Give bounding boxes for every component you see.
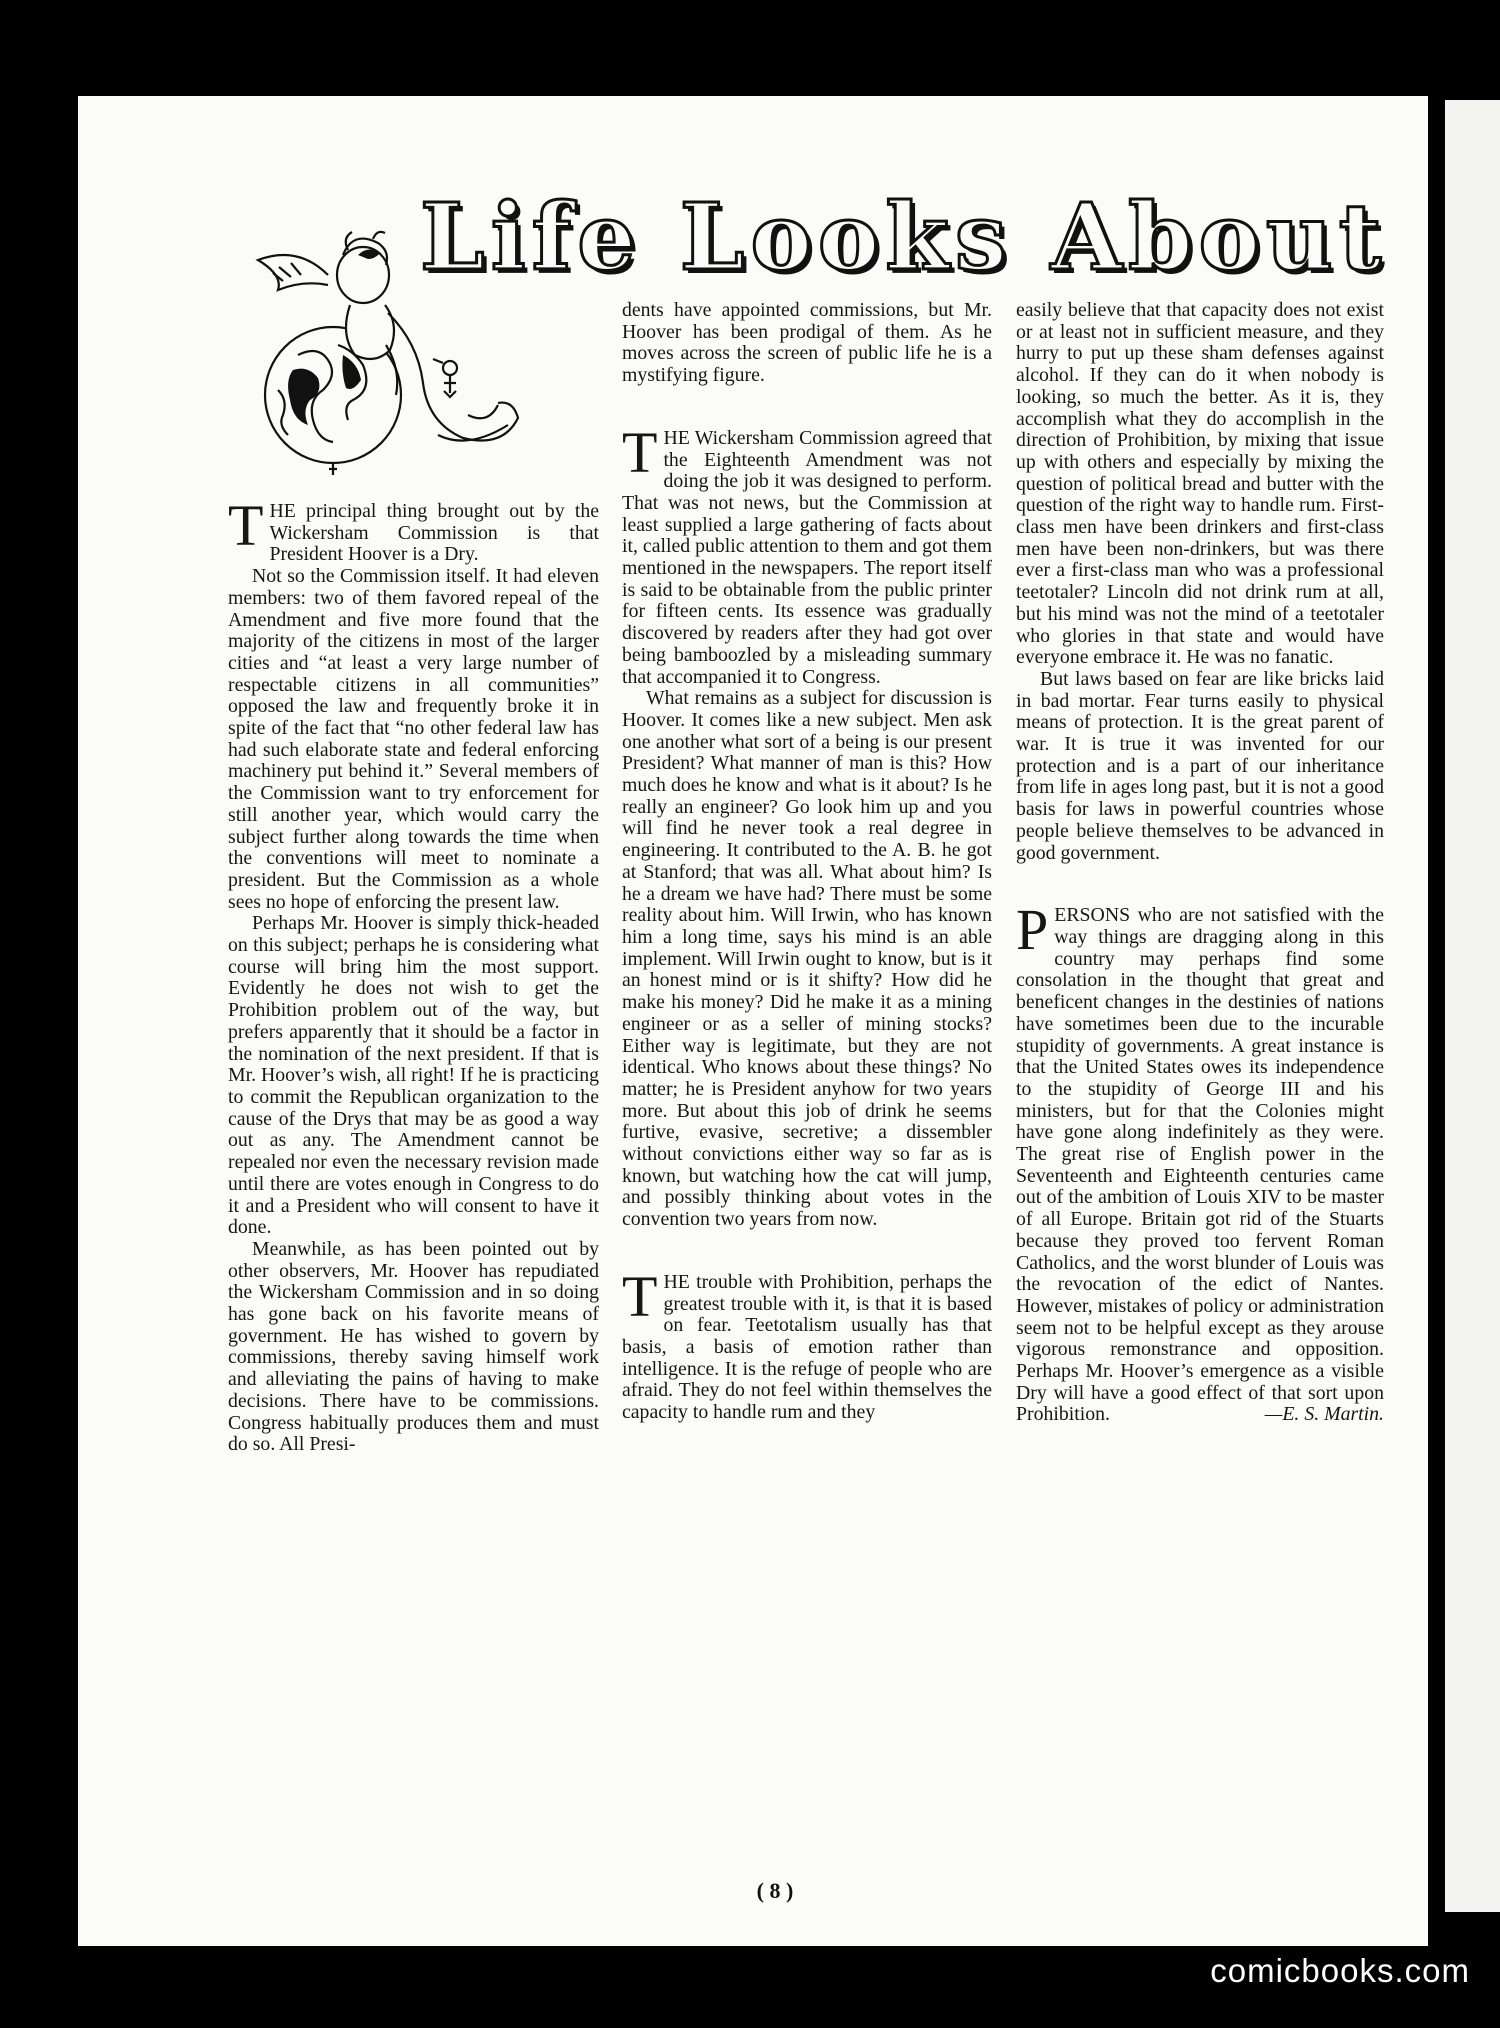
paragraph (622, 1263, 992, 1424)
watermark: comicbooks.com (1210, 1952, 1470, 1989)
paragraph (1016, 897, 1384, 1426)
article-column-1 (228, 493, 600, 1456)
paragraph: Not so the Commission itself. It had eleven members: two of them favored repeal of the Amendment and five more found that the majority of the citizens in most of the larger cities and “at least a very large number of respectable citizens in all communities” opposed the law and frequently broke it in spite of the fact that “no other federal law has had such elaborate state and federal enforcing machinery put behind it.” Several members of the Commission want to try enforcement for still another year, which would carry the subject further along towards the time when the conventions will meet to nominate a president. But the Commission as a whole sees no hope of enforcing the present law. (228, 565, 599, 913)
author-signature: —E. S. Martin. (1264, 1403, 1384, 1426)
page-number: ( 8 ) (756, 1878, 794, 1903)
paragraph: Perhaps Mr. Hoover is simply thick-headed on this subject; perhaps he is considering what course will bring him the most support. Evidently he does not wish to get the Prohibition problem out of the way, but prefers apparently that it should be a factor in the nomination of the next president. If that is Mr. Hoover’s wish, all right! If he is practicing to commit the Republican organization to the cause of the Drys that may be as good a way out as any. The Amendment cannot be repealed nor even the necessary revision made until there are votes enough in Congress to do it and a President who will consent to have it done. (228, 912, 600, 1239)
paragraph: But laws based on fear are like bricks laid in bad mortar. Fear turns easily to physical means of protection. It is the great parent of war. It is true it was invented for our protection and is a part of our inheritance from life in ages long past, but it is not a good basis for laws in powerful countries whose people believe themselves to be advanced in good government. (1016, 667, 1384, 864)
paragraph-text: HE Wickersham Commission agreed that the Eighteenth Amendment was not doing the job it was designed to perform. That was not news, but the Commission at least supplied a large gathering of facts about it, called public attention to them and got them mentioned in the newspapers. The report itself is said to be obtainable from the public printer for fifteen cents. Its essence was gradually discovered by readers after they had got over being bamboozled by a misleading summary that accompanied it to Congress. (622, 426, 992, 688)
article-column-2 (622, 300, 992, 1424)
page-title: Life Looks About (420, 183, 1388, 291)
drop-cap: T (622, 419, 658, 485)
paragraph (622, 419, 992, 688)
article-column-3 (1016, 300, 1384, 1426)
drop-cap: P (1016, 897, 1049, 963)
drop-cap: T (622, 1263, 658, 1329)
paragraph: Meanwhile, as has been pointed out by other observers, Mr. Hoover has repudiated the Wickersham Commission and in so doing has gone back on his favorite means of government. He has wished to govern by commissions, thereby saving himself work and alleviating the pains of having to make decisions. There have to be commissions. Congress habitually produces them and must do so. All Presi- (228, 1237, 599, 1456)
cherub-on-globe-illustration (238, 195, 538, 480)
paragraph-text: HE principal thing brought out by the Wickersham Commission is that President Hoover is a Dry. (269, 500, 599, 566)
facing-page-edge (1445, 100, 1500, 1912)
drop-cap: T (228, 493, 264, 558)
paragraph-text: ERSONS who are not satisfied with the way things are dragging along in this country may perhaps find some consolation in the thought that great and beneficent changes in the destinies of nations have sometimes been due to the incurable stupidity of governments. A great instance is that the United States owes its independence to the stupidity of George III and his ministers, but for that the Colonies might have gone along indefinitely as they were. The great rise of English power in the Seventeenth and Eighteenth centuries came out of the ambition of Louis XIV to be master of all Europe. Britain got rid of the Stuarts because they proved too fervent Roman Catholics, and the worst blunder of Louis was the revocation of the edict of Nantes. However, mistakes of policy or administration seem not to be helpful except as they arouse vigorous remonstrance and opposition. Perhaps Mr. Hoover’s emergence as a visible Dry will have a good effect of that sort upon Prohibition. (1016, 904, 1384, 1426)
paragraph: easily believe that that capacity does not exist or at least not in sufficient measure, and they hurry to put up these sham defenses against alcohol. If they can do it when nobody is looking, so much the better. As it is, they accomplish what they do accomplish in the direction of Prohibition, by mixing that issue up with others and especially by mixing the question of political bread and butter with the question of the right way to handle rum. First-class men have been drinkers and first-class men have been non-drinkers, but was there ever a first-class man who was a professional teetotaler? Lincoln did not drink rum at all, but his mind was not the mind of a teetotaler who glories in that state and would have everyone embrace it. He was no fanatic. (1016, 299, 1384, 669)
paragraph (228, 493, 599, 566)
paragraph: dents have appointed commissions, but Mr. Hoover has been prodigal of them. As he moves across the screen of public life he is a mystifying figure. (622, 299, 992, 387)
paragraph-text: HE trouble with Prohibition, perhaps the greatest trouble with it, is that it is based on fear. Teetotalism usually has that basis, a basis of emotion rather than intelligence. It is the refuge of people who are afraid. They do not feel within themselves the capacity to handle rum and they (622, 1270, 992, 1424)
paragraph: What remains as a subject for discussion is Hoover. It comes like a new subject. Men ask one another what sort of a being is our present President? What manner of man is this? How much does he know and what is it about? Is he really an engineer? Go look him up and you will find he never took a real degree in engineering. It contributed to the A. B. he got at Stanford; that was all. What about him? Is he a dream we have had? There must be some reality about him. Will Irwin, who has known him a long time, says his mind is an able implement. Will Irwin ought to know, but is it an honest mind or is it shifty? How did he make his money? Did he make it as a mining engineer or as a seller of mining stocks? Either way is legitimate, but they are not identical. Who knows about these things? No matter; he is President anyhow for two years more. But about this job of drink he seems furtive, evasive, secretive; a dissembler without convictions either way so far as is known, but watching how the cat will jump, and possibly thinking about votes in the convention two years from now. (622, 687, 992, 1231)
